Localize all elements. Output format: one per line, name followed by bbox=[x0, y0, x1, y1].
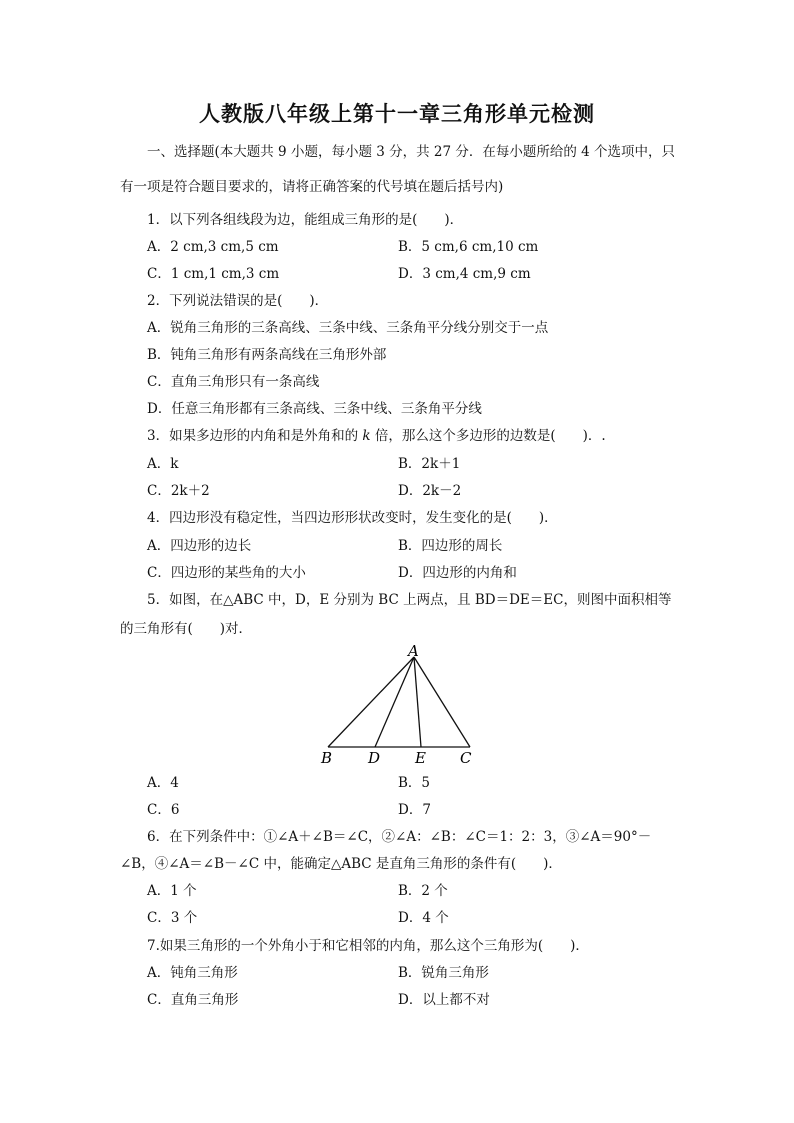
vertex-label-c: C bbox=[460, 749, 472, 767]
q1-option-d: D．3 cm,4 cm,9 cm bbox=[398, 266, 531, 282]
q2-option-d: D．任意三角形都有三条高线、三条中线、三条角平分线 bbox=[147, 401, 482, 417]
triangle-figure bbox=[310, 640, 490, 770]
q2-stem: 2．下列说法错误的是( )． bbox=[147, 293, 329, 309]
q1-option-a: A．2 cm,3 cm,5 cm bbox=[147, 239, 279, 255]
q4-option-b: B．四边形的周长 bbox=[398, 538, 503, 554]
q3-option-d: D．2k－2 bbox=[398, 483, 462, 499]
q7-option-d: D．以上都不对 bbox=[398, 992, 490, 1008]
section-instructions-line1: 一、选择题(本大题共 9 小题，每小题 3 分，共 27 分．在每小题所给的 4 个选项中，只 bbox=[147, 144, 676, 160]
q6-stem-line1: 6．在下列条件中：①∠A＋∠B＝∠C，②∠A：∠B：∠C＝1：2：3，③∠A＝90°－ bbox=[147, 829, 652, 845]
q5-stem-line2: 的三角形有( )对． bbox=[120, 621, 253, 637]
point-label-e: E bbox=[415, 749, 426, 767]
q6-option-a: A．1 个 bbox=[147, 883, 197, 899]
q5-option-a: A．4 bbox=[147, 775, 179, 791]
q5-stem-line1: 5．如图，在△ABC 中，D，E 分别为 BC 上两点，且 BD＝DE＝EC，则图中面积相等 bbox=[147, 592, 672, 608]
vertex-label-a: A bbox=[408, 642, 419, 660]
q6-stem-line2: ∠B，④∠A＝∠B－∠C 中，能确定△ABC 是直角三角形的条件有( )． bbox=[120, 856, 562, 872]
q2-option-a: A．锐角三角形的三条高线、三条中线、三条角平分线分别交于一点 bbox=[147, 320, 549, 336]
segment-ac bbox=[414, 657, 470, 747]
q3-stem bbox=[147, 427, 606, 445]
segment-ab bbox=[328, 657, 414, 747]
q1-stem: 1．以下列各组线段为边，能组成三角形的是( )． bbox=[147, 212, 464, 228]
q3-stem-part2: 倍，那么这个多边形的边数是( )．. bbox=[370, 428, 606, 444]
section-instructions-line2: 有一项是符合题目要求的，请将正确答案的代号填在题后括号内) bbox=[120, 179, 504, 195]
q6-option-b: B．2 个 bbox=[398, 883, 448, 899]
q7-option-a: A．钝角三角形 bbox=[147, 965, 238, 981]
q1-option-b: B．5 cm,6 cm,10 cm bbox=[398, 239, 539, 255]
q4-stem: 4．四边形没有稳定性，当四边形形状改变时，发生变化的是( )． bbox=[147, 510, 558, 526]
q3-stem-variable: k bbox=[362, 428, 371, 444]
q3-option-b: B．2k＋1 bbox=[398, 456, 461, 472]
q5-option-c: C．6 bbox=[147, 802, 180, 818]
q6-option-c: C．3 个 bbox=[147, 910, 198, 926]
q6-option-d: D．4 个 bbox=[398, 910, 449, 926]
q1-option-c: C．1 cm,1 cm,3 cm bbox=[147, 266, 280, 282]
segment-ad bbox=[375, 657, 414, 747]
q2-option-c: C．直角三角形只有一条高线 bbox=[147, 374, 320, 390]
q3-option-a: A．k bbox=[147, 456, 179, 472]
q3-option-c: C．2k＋2 bbox=[147, 483, 210, 499]
q5-option-d: D．7 bbox=[398, 802, 431, 818]
q4-option-d: D．四边形的内角和 bbox=[398, 565, 517, 581]
q2-option-b: B．钝角三角形有两条高线在三角形外部 bbox=[147, 347, 387, 363]
point-label-d: D bbox=[368, 749, 381, 767]
q7-stem: 7.如果三角形的一个外角小于和它相邻的内角，那么这个三角形为( )． bbox=[147, 938, 589, 954]
page-title: 人教版八年级上第十一章三角形单元检测 bbox=[199, 101, 595, 126]
q3-stem-part1: 3．如果多边形的内角和是外角和的 bbox=[147, 428, 363, 444]
segment-ae bbox=[414, 657, 421, 747]
q4-option-a: A．四边形的边长 bbox=[147, 538, 252, 554]
q4-option-c: C．四边形的某些角的大小 bbox=[147, 565, 306, 581]
q7-option-b: B．锐角三角形 bbox=[398, 965, 489, 981]
vertex-label-b: B bbox=[321, 749, 333, 767]
q7-option-c: C．直角三角形 bbox=[147, 992, 239, 1008]
q5-option-b: B．5 bbox=[398, 775, 431, 791]
